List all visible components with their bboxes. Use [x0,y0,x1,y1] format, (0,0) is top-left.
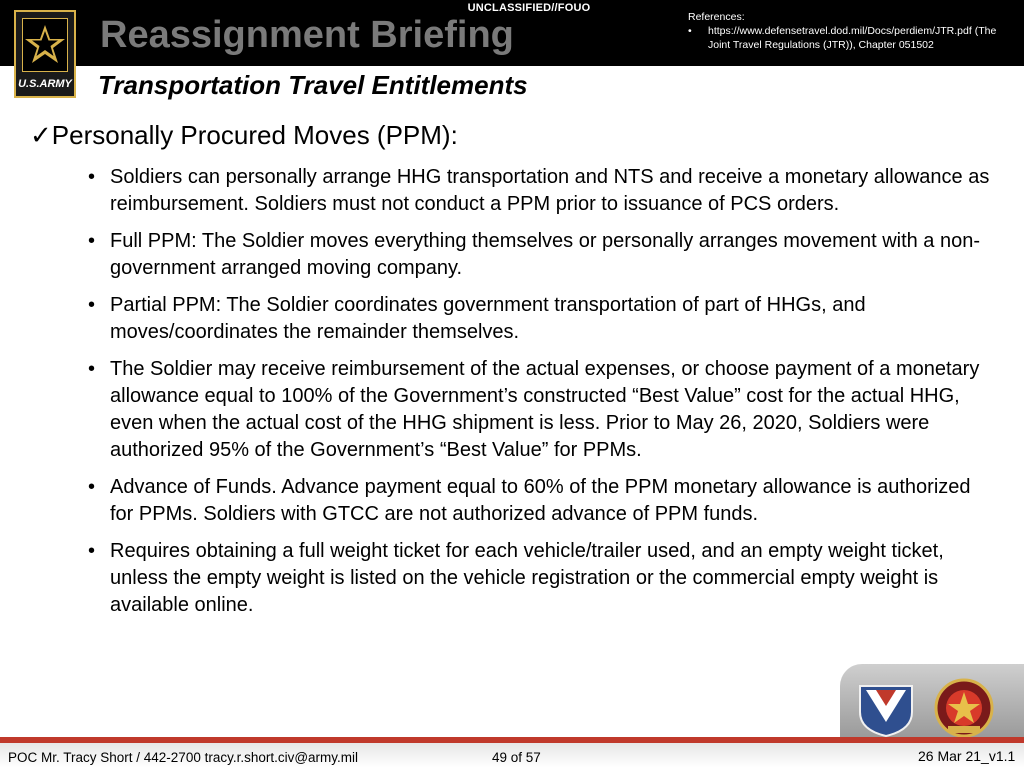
bullet-text: Full PPM: The Soldier moves everything themselves or personally arranges movement with a non-government arranged moving company. [110,230,981,279]
section-heading [30,120,458,151]
support-insignia-icon [936,680,992,736]
reference-link[interactable]: https://www.defensetravel.dod.mil/Docs/perdiem/JTR.pdf (The Joint Travel Regulations (JTR)), Chapter 051502 [708,25,997,51]
logo-text: U.S.ARMY [18,78,72,90]
bullet-text: Soldiers can personally arrange HHG transportation and NTS and receive a monetary allowance as reimbursement. Soldiers must not conduct a PPM prior to issuance of PCS orders. [110,166,990,215]
slide-title: Reassignment Briefing [100,14,514,56]
bullet-icon: • [88,476,96,498]
bullet-list [88,164,998,629]
bullet-text: Partial PPM: The Soldier coordinates government transportation of part of HHGs, and moves/coordinates the remainder themselves. [110,294,866,343]
army-star-logo-icon [14,10,76,98]
heading-text: Personally Procured Moves (PPM): [51,120,458,150]
list-item [88,164,998,218]
shield-emblem-icon [860,686,912,736]
classification-banner: UNCLASSIFIED//FOUO [467,2,591,14]
list-item [88,474,998,528]
bullet-icon: • [88,294,96,316]
references-label: References: [688,11,745,23]
bullet-icon: • [88,230,96,252]
star-icon [22,18,68,72]
bullet-icon: • [88,358,96,380]
bullet-icon: • [88,540,96,562]
bullet-icon: • [688,25,692,37]
bullet-icon: • [88,166,96,188]
footer-poc: POC Mr. Tracy Short / 442-2700 tracy.r.short.civ@army.mil [8,750,359,765]
footer-corner-panel [840,664,1024,738]
reference-item [688,24,1018,52]
footer-date-version: 26 Mar 21_v1.1 [918,748,1016,764]
list-item [88,538,998,619]
list-item [88,228,998,282]
checkmark-icon: ✓ [30,120,52,150]
references-block [688,10,1018,52]
bullet-text: The Soldier may receive reimbursement of the actual expenses, or choose payment of a monetary allowance equal to 100% of the Government’s constructed “Best Value” cost for the actual HHG, even when the actual cost of the HHG shipment is less. Prior to May 26, 2020, Soldiers were authorized 95% of the Government’s “Best Value” for PPMs. [110,358,980,461]
list-item [88,292,998,346]
list-item [88,356,998,464]
bullet-text: Advance of Funds. Advance payment equal to 60% of the PPM monetary allowance is authorized for PPMs. Soldiers with GTCC are not authorized advance of PPM funds. [110,476,971,525]
emblems [840,664,1024,738]
slide-subtitle: Transportation Travel Entitlements [98,70,528,100]
bullet-text: Requires obtaining a full weight ticket for each vehicle/trailer used, and an empty weight ticket, unless the empty weight is listed on the vehicle registration or the commercial empty weight is available online. [110,540,944,616]
page-number: 49 of 57 [492,750,541,765]
